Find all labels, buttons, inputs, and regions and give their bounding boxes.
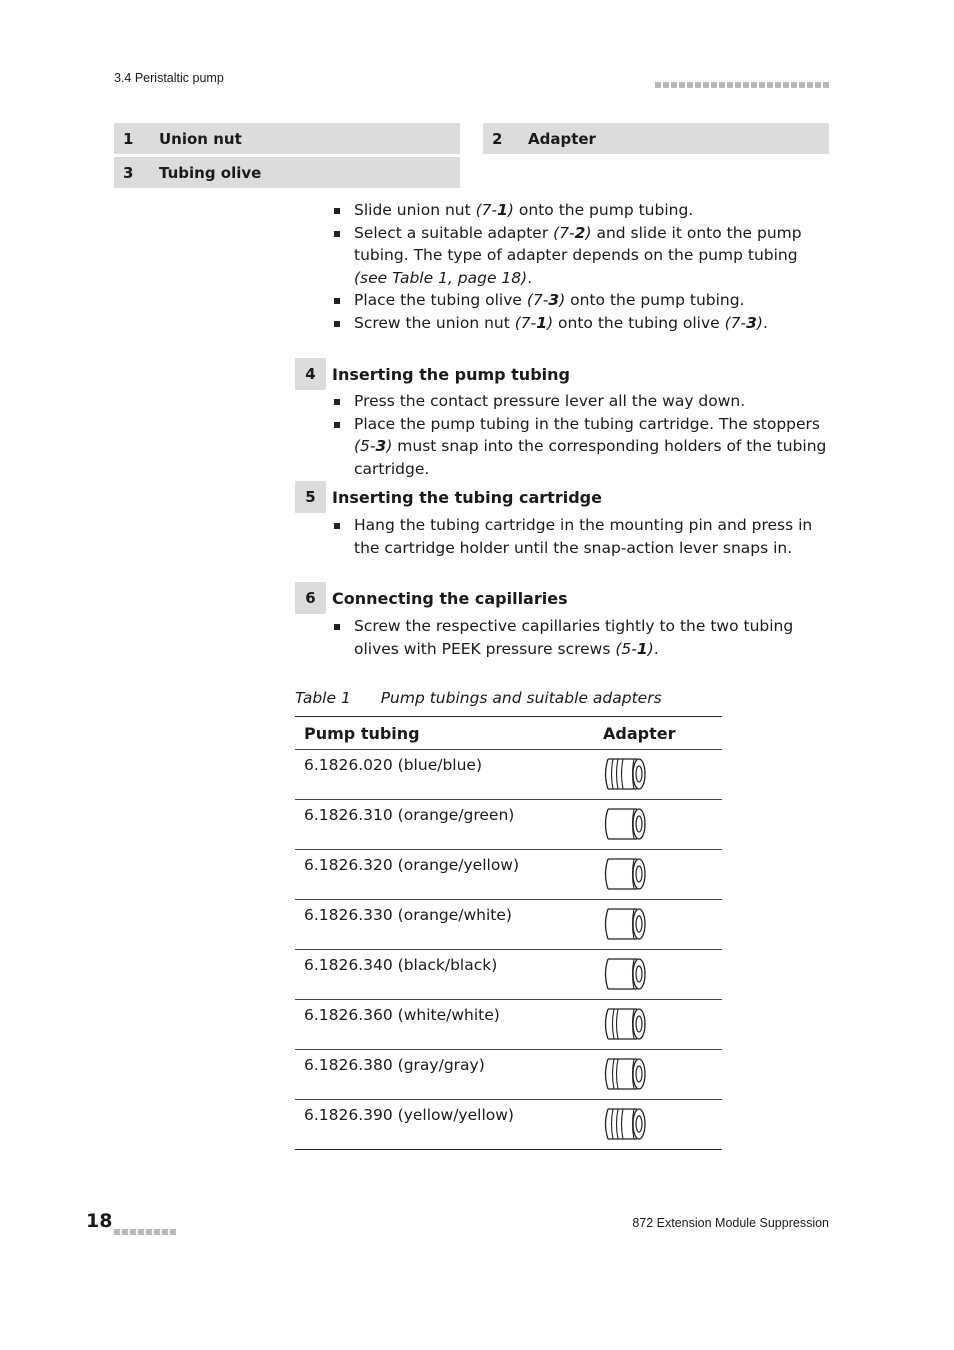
step-title-inserting-tubing-cartridge: Inserting the tubing cartridge — [332, 488, 602, 507]
adapter-plain-icon — [601, 827, 647, 845]
list-item: Slide union nut (7-1) onto the pump tubing. — [332, 199, 827, 222]
adapter-plain-icon — [601, 977, 647, 995]
adapter-cell — [594, 950, 722, 1000]
list-item: Screw the union nut (7-1) onto the tubing olive (7-3). — [332, 312, 827, 335]
running-header-section: 3.4 Peristaltic pump — [114, 71, 224, 85]
legend-item-adapter: 2 Adapter — [483, 123, 829, 154]
list-item: Hang the tubing cartridge in the mounting pin and press in the cartridge holder until the snap-action lever snaps in. — [332, 514, 827, 559]
pump-tubing-cell: 6.1826.380 (gray/gray) — [295, 1050, 594, 1100]
legend-item-union-nut: 1 Union nut — [114, 123, 460, 154]
list-item: Place the tubing olive (7-3) onto the pump tubing. — [332, 289, 827, 312]
pump-tubing-cell: 6.1826.310 (orange/green) — [295, 800, 594, 850]
adapter-grooved-icon — [601, 1027, 647, 1045]
adapter-cell — [594, 900, 722, 950]
adapter-cell — [594, 800, 722, 850]
table-caption-label: Table 1 — [295, 689, 351, 707]
adapter-grooved-icon — [601, 1077, 647, 1095]
adapter-cell — [594, 850, 722, 900]
step5-bullet-list — [332, 514, 827, 559]
step-title-connecting-capillaries: Connecting the capillaries — [332, 589, 568, 608]
adapter-cell — [594, 1050, 722, 1100]
adapter-cell — [594, 1100, 722, 1150]
table-row — [295, 900, 722, 950]
list-item: Press the contact pressure lever all the way down. — [332, 390, 827, 413]
footer-document-title: 872 Extension Module Suppression — [632, 1216, 829, 1230]
adapter-ribbed-icon — [601, 777, 647, 795]
list-item: Place the pump tubing in the tubing cartridge. The stoppers (5-3) must snap into the corresponding holders of the tubing cartridge. — [332, 413, 827, 481]
table-row — [295, 950, 722, 1000]
adapter-cell — [594, 750, 722, 800]
pump-tubing-cell: 6.1826.320 (orange/yellow) — [295, 850, 594, 900]
table-row — [295, 1000, 722, 1050]
step4-bullet-list — [332, 390, 827, 480]
pump-tubing-cell: 6.1826.360 (white/white) — [295, 1000, 594, 1050]
table-row — [295, 850, 722, 900]
table-row — [295, 1050, 722, 1100]
pump-tubing-cell: 6.1826.390 (yellow/yellow) — [295, 1100, 594, 1150]
step-number-4: 4 — [295, 358, 326, 390]
pump-tubing-table — [295, 716, 722, 1150]
list-item: Screw the respective capillaries tightly to the two tubing olives with PEEK pressure screws (5-1). — [332, 615, 827, 660]
table-caption-text: Pump tubings and suitable adapters — [380, 689, 662, 707]
page-number: 18 — [86, 1210, 113, 1232]
adapter-plain-icon — [601, 927, 647, 945]
pump-tubing-cell: 6.1826.340 (black/black) — [295, 950, 594, 1000]
column-header-pump-tubing: Pump tubing — [295, 717, 594, 750]
adapter-ribbed-icon — [601, 1127, 647, 1145]
pump-tubing-cell: 6.1826.330 (orange/white) — [295, 900, 594, 950]
step-number-5: 5 — [295, 481, 326, 513]
list-item: Select a suitable adapter (7-2) and slide it onto the pump tubing. The type of adapter depends on the pump tubing (see Table 1, page 18). — [332, 222, 827, 290]
column-header-adapter: Adapter — [594, 717, 722, 750]
header-dot-bar — [653, 73, 829, 92]
table-row — [295, 800, 722, 850]
step-title-inserting-pump-tubing: Inserting the pump tubing — [332, 365, 570, 384]
step-number-6: 6 — [295, 582, 326, 614]
step6-bullet-list — [332, 615, 827, 660]
footer-dot-bar — [114, 1220, 176, 1239]
table-caption — [295, 689, 662, 707]
step3-bullet-list — [332, 199, 827, 334]
table-row — [295, 1100, 722, 1150]
table-reference-link[interactable]: (see Table 1, page 18) — [354, 268, 528, 287]
table-row — [295, 750, 722, 800]
pump-tubing-cell: 6.1826.020 (blue/blue) — [295, 750, 594, 800]
adapter-cell — [594, 1000, 722, 1050]
adapter-plain-icon — [601, 877, 647, 895]
legend-item-tubing-olive: 3 Tubing olive — [114, 157, 460, 188]
